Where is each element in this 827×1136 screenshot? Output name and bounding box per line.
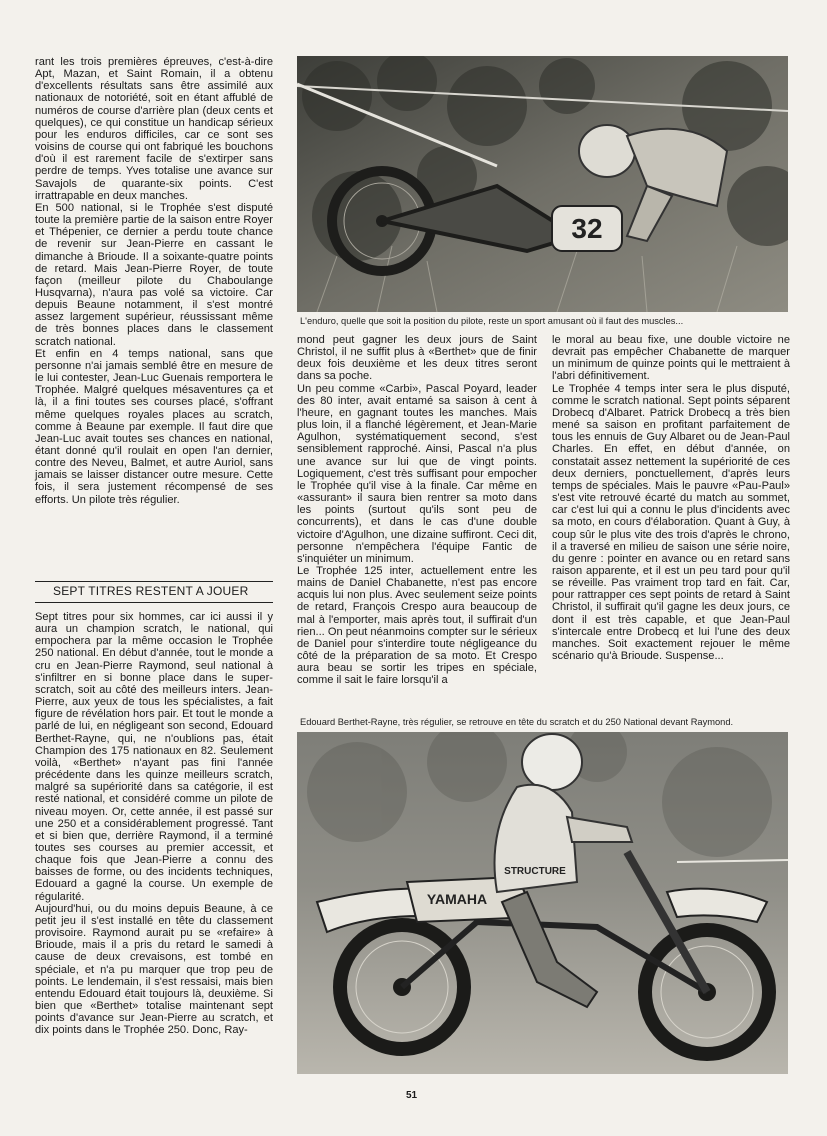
yamaha-rider-illustration (297, 732, 788, 1074)
section-heading-box (35, 581, 273, 603)
paragraph: Sept titres pour six hommes, car ici aussi il y aura un champion scratch, le national, qui empochera par la même occasion le Trophée 250 national. En début d'année, tout le monde a cru en Jean-Pierre Raymond, seul national à s'infiltrer en si bonne place dans le super-scratch, soit au côté des meilleurs inters. Jean-Pierre, aux yeux de tous les spécialistes, a fait figure de révélation hors pair. Et tout le monde a parlé de lui, en négligeant son second, Edouard Berthet-Rayne, qui, ne n'oublions pas, était Champion des 175 nationaux en 82. Seulement voilà, «Berthet» n'ayant pas fini l'année précédente dans les quinze meilleurs scratch, malgré sa supériorité dans sa catégorie, il est resté national, et considéré comme un pilote de niveau moyen. Or, cette année, il est passé sur une 250 et a considérablement progressé. Tant et si bien que, derrière Raymond, il a terminé toutes ses courses au premier accessit, et chaque fois que Jean-Pierre a connu des baisses de forme, ou des incidents techniques, Edouard a gagné la course. Un exemple de régularité. (35, 611, 273, 903)
paragraph: le moral au beau fixe, une double victoire ne devrait pas empêcher Chabanette de marquer un minimum de quinze points qui le mettraient à l'abri définitivement. (552, 334, 790, 383)
page-number: 51 (406, 1090, 418, 1101)
rider-photo-bottom (297, 732, 788, 1074)
paragraph: Le Trophée 125 inter, actuellement entre les mains de Daniel Chabanette, n'est pas encore acquis lui non plus. Avec seulement seize points de retard, François Crespo aura beaucoup de mal à l'emporter, mais après tout, il suffirait d'un rien... On peut néanmoins compter sur le sérieux de Daniel pour s'interdire toute négligeance du côté de la préparation de sa moto. Et Crespo aura beau se sortir les tripes en spéciale, comme il sait le faire lorsqu'il a (297, 564, 537, 687)
jersey-text: STRUCTURE (504, 866, 566, 877)
photo-caption-top: L'enduro, quelle que soit la position du pilote, reste un sport amusant où il faut des muscles... (300, 316, 684, 326)
paragraph: Et enfin en 4 temps national, sans que personne n'ai jamais semblé être en mesure de le lui contester, Jean-Luc Guenais remportera le Trophée. Malgré quelques mésaventures ça et là, il a fini toutes ses courses placé, s'offrant même quelques royales places au scratch, comme à Beaune par exemple. Il faut dire que Jean-Luc avait toutes ses chances en national, étant donné qu'il roulait en open l'an dernier, contre des Neveu, Balmet, et autre Auriol, sans jamais se laisser distancer outre mesure. Cette fois, il sera justement récompensé de ses efforts. Un pilote très régulier. (35, 347, 273, 506)
paragraph: Le Trophée 4 temps inter sera le plus disputé, comme le scratch national. Sept points séparent Drobecq d'Albaret. Patrick Drobecq a très bien mené sa saison en profitant parfaitement de tous les ennuis de Guy Albaret ou de Jean-Paul Charles. En effet, en début d'année, on constatait assez nettement la supériorité de ces deux derniers, ponctuellement, d'après leurs temps de spéciales. Mais le pauvre «Pau-Paul» s'est vite retrouvé écarté du match au sommet, car c'est lui qui a connu le plus d'incidents avec sa moto, en cours d'élaboration. Quant à Guy, à coup sûr le plus vite des trois d'après le chrono, il a traversé en milieu de saison une série noire, du genre : pointer en avance ou en retard sans raison apparente, et il est un peu tard pour qu'il se réveille. Pas vraiment trop tard en fait. Car, pour rattrapper ces sept points de retard à Saint Christol, il suffirait qu'il gagne les deux jours, ce dont il est très capable, et que Jean-Paul s'intercale entre Drobecq et lui l'une des deux manches. Soit exactement rejouer le même scénario qu'à Brioude. Suspense... (552, 382, 790, 663)
column-2 (297, 334, 537, 687)
column-1-bottom (35, 611, 273, 1036)
paragraph: rant les trois premières épreuves, c'est-à-dire Apt, Mazan, et Saint Romain, il a obtenu d'excellents résultats sans être assimilé aux nationaux de notoriété, soit en étant affublé de numéros de course d'arrière plan (deux cents et quelques), ce qui constitue un handicap sérieux pour les enduros difficiles, car ce sont ses voisins de course qui ont fabriqué les bouchons d'où il est rarement facile de s'extirper sans perdre de temps. Yves totalise une avance sur Savajols de quarante-six points. C'est irrattrapable en deux manches. (35, 56, 273, 202)
paragraph: En 500 national, si le Trophée s'est disputé toute la première partie de la saison entre Royer et Thépenier, ce dernier a perdu toute chance de revenir sur Jean-Pierre en cassant le dimanche à Brioude. Il a soixante-quatre points de retard. Mais Jean-Pierre Royer, de toute façon (meilleur pilote du Chaboulange Husqvarna), n'aura pas volé sa victoire. Car depuis Beaune notamment, il s'est montré assez largement supérieur, réussissant même de très bonnes places dans le classement scratch national. (35, 201, 273, 348)
section-heading: SEPT TITRES RESTENT A JOUER (53, 584, 249, 598)
enduro-photo-top (297, 56, 788, 312)
enduro-crash-illustration (297, 56, 788, 312)
paragraph: mond peut gagner les deux jours de Saint Christol, il ne suffit plus à «Berthet» que de finir deux fois deuxième et les deux titres seront dans sa poche. (297, 334, 537, 383)
column-1-top (35, 56, 273, 506)
number-plate-text: 32 (571, 213, 603, 244)
paragraph: Un peu comme «Carbi», Pascal Poyard, leader des 80 inter, avait entamé sa saison à cent à l'heure, en gagnant toutes les manches. Mais plus loin, il a flanché légèrement, et Jean-Marie Agulhon, systématiquement second, s'est sensiblement rapproché. Ainsi, Pascal n'a plus une avance sur lui que de vingt points. Logiquement, c'est très suffisant pour empocher le Trophée qu'il vise à la finale. Car même en «assurant» il saura bien rentrer sa moto dans les points (surtout qu'ils sont peu de concurrents), et dans le cas d'une double victoire d'Agulhon, une dizaine suffiront. Ceci dit, personne n'empêchera l'équipe Fantic de s'inquiéter un minimum. (297, 382, 537, 565)
paragraph: Aujourd'hui, ou du moins depuis Beaune, à ce petit jeu il s'est installé en tête du classement provisoire. Raymond aurait pu se «refaire» à Brioude, mais il a pris du retard le samedi à cause de deux crevaisons, est tombé en spéciale, et n'a pu marquer que trop peu de points. Le lendemain, il s'est ressaisi, mais bien entendu Edouard était toujours là, deuxième. Si bien que «Berthet» totalise maintenant sept points d'avance sur Jean-Pierre au scratch, et dix points dans le Trophée 250. Donc, Ray- (35, 902, 273, 1037)
column-3 (552, 334, 790, 662)
photo-caption-bottom: Edouard Berthet-Rayne, très régulier, se retrouve en tête du scratch et du 250 National devant Raymond. (300, 717, 734, 727)
tank-text: YAMAHA (426, 891, 488, 907)
